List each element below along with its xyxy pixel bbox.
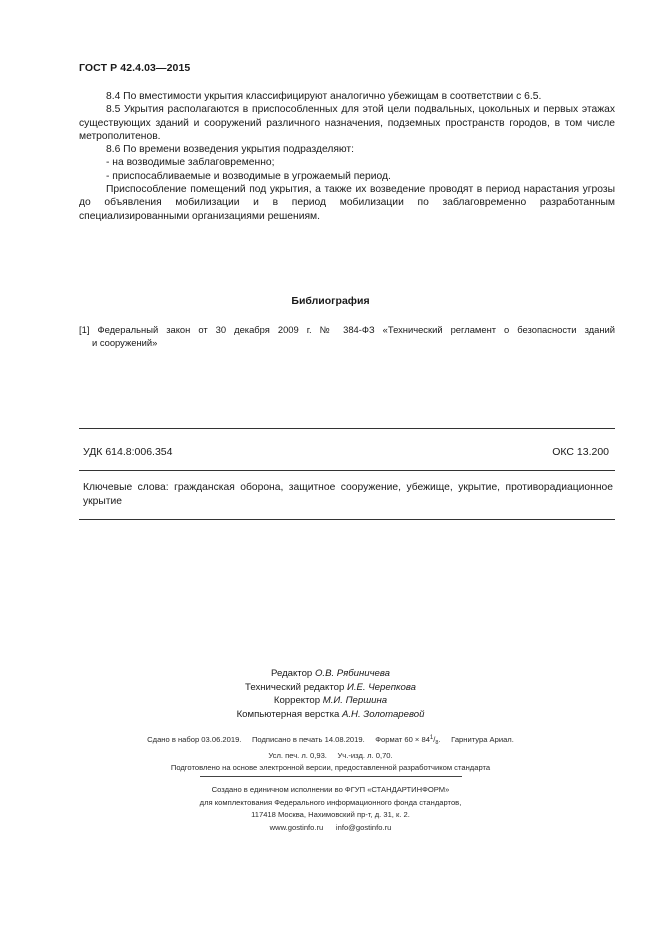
credit-editor: Редактор О.В. Рябиничева — [270, 668, 391, 679]
body-text — [79, 90, 615, 223]
email-link[interactable]: info@gostinfo.ru — [335, 822, 392, 832]
print-format: Формат $60 \times 84^1/_8$. — [375, 735, 441, 746]
credit-tech-editor: Технический редактор И.Е. Черепкова — [245, 681, 416, 693]
keywords: Ключевые слова: гражданская оборона, защитное сооружение, убежище, укрытие, противорадиационное укрытие — [83, 482, 613, 507]
imprint-line2: Усл. печ. л. 0,93. Уч.-изд. л. 0,70. — [268, 750, 393, 760]
imprint-prepared: Подготовлено на основе электронной версии, предоставленной разработчиком стандарта — [170, 763, 491, 772]
bibliography-entry-line1: [1] Федеральный закон от 30 декабря 2009 г. № 384-ФЗ «Технический регламент о безопасности зданий — [79, 324, 615, 335]
list-item-threat-period: - приспосабливаемые и возводимые в угрожаемый период. — [106, 170, 391, 182]
divider-bottom — [79, 519, 615, 520]
list-item-advance: - на возводимые заблаговременно; — [106, 157, 275, 169]
publisher-contacts — [0, 822, 661, 835]
divider-middle — [79, 470, 615, 471]
divider-top — [79, 428, 615, 429]
bibliography-entry-line2: и сооружений» — [92, 337, 158, 348]
bibliography-title: Библиография — [291, 295, 370, 307]
udk-code: УДК 614.8:006.354 — [83, 446, 173, 458]
imprint-block — [0, 732, 661, 775]
website-link[interactable]: www.gostinfo.ru — [269, 822, 324, 832]
divider-imprint — [200, 776, 462, 777]
credit-corrector: Корректор М.И. Першина — [273, 695, 388, 706]
credit-layout: Компьютерная верстка А.Н. Золотаревой — [236, 708, 425, 720]
bibliography-entry — [79, 323, 615, 349]
clause-8-6: 8.6 По времени возведения укрытия подразделяют: — [106, 144, 354, 156]
standard-number: ГОСТ Р 42.4.03—2015 — [79, 62, 191, 74]
oks-code: ОКС 13.200 — [552, 446, 609, 458]
credits-block — [0, 667, 661, 721]
clause-8-5: 8.5 Укрытия располагаются в приспособленных для этой цели подвальных, цокольных и первых этажах существующих зданий и сооружений различного назначения, подземных пространств городов, в том числе метрополитенов. — [79, 104, 615, 142]
imprint-line1: Сдано в набор 03.06.2019. Подписано в печать 14.08.2019. Формат $60 \times 84^1/_8$. Гарнитура Ариал. — [147, 735, 514, 746]
publisher-address: 117418 Москва, Нахимовский пр-т, д. 31, к. 2. — [251, 810, 410, 819]
publisher-line1: Создано в единичном исполнении во ФГУП «СТАНДАРТИНФОРМ» — [211, 785, 450, 794]
clause-8-4: 8.4 По вместимости укрытия классифицируют аналогично убежищам в соответствии с 6.5. — [106, 91, 542, 102]
publisher-line2: для комплектования Федерального информационного фонда стандартов, — [199, 797, 462, 807]
closing-paragraph: Приспособление помещений под укрытия, а также их возведение проводят в период нарастания угрозы до объявления мобилизации и в период мобилизации по заблаговременно разработанным специализированными организациями решениям. — [79, 184, 615, 222]
publisher-block — [0, 784, 661, 834]
